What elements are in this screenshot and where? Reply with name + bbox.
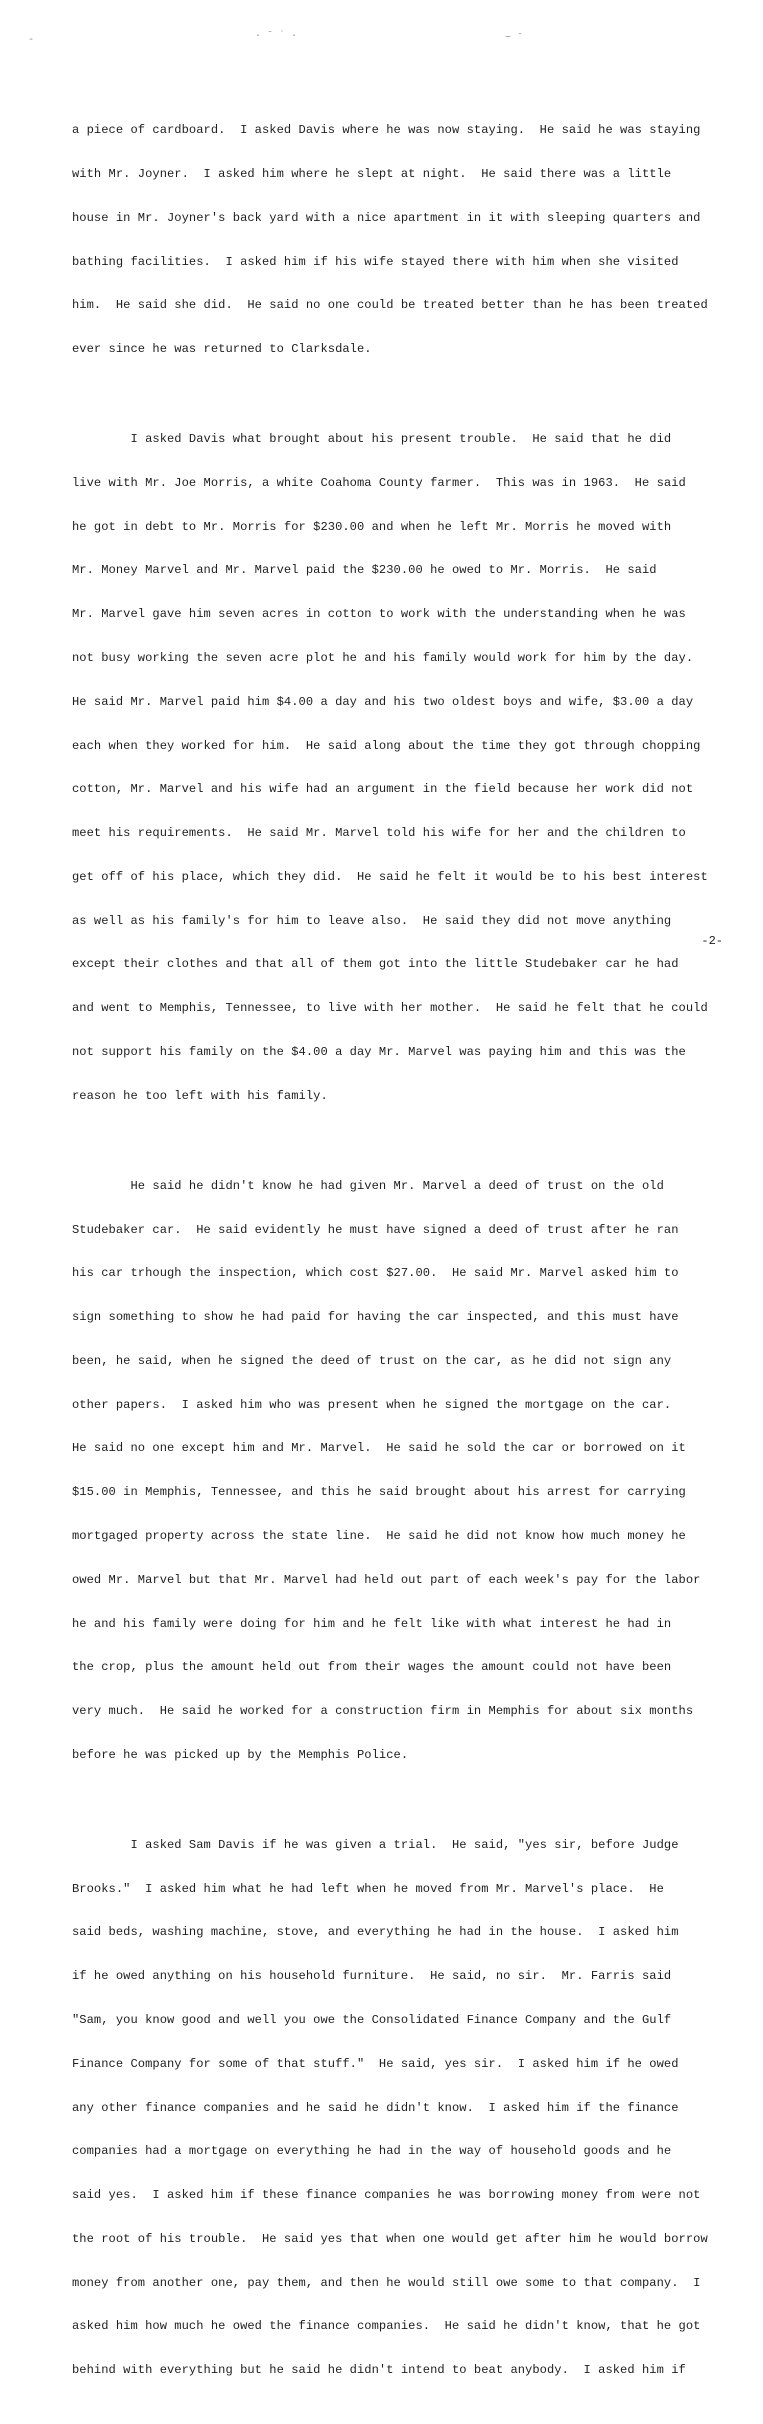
text-line: the root of his trouble. He said yes that when one would get after him he would borrow [72, 2231, 708, 2246]
text-line: house in Mr. Joyner's back yard with a nice apartment in it with sleeping quarters and [72, 210, 701, 225]
text-line: Studebaker car. He said evidently he must have signed a deed of trust after he ran [72, 1222, 679, 1237]
text-line: money from another one, pay them, and then he would still owe some to that company. I [72, 2275, 701, 2290]
text-line: "Sam, you know good and well you owe the Consolidated Finance Company and the Gulf [72, 2013, 672, 2027]
paragraph-4 [72, 1809, 732, 2407]
text-line: been, he said, when he signed the deed of trust on the car, as he did not sign any [72, 1353, 672, 1368]
paragraph-3 [72, 1150, 732, 1792]
text-line: Mr. Marvel gave him seven acres in cotton to work with the understanding when he was [72, 607, 686, 622]
text-line: a piece of cardboard. I asked Davis where he was now staying. He said he was staying [72, 123, 701, 138]
text-line: before he was picked up by the Memphis Police. [72, 1747, 409, 1762]
text-line: Finance Company for some of that stuff." He said, yes sir. I asked him if he owed [72, 2056, 679, 2071]
text-line: the crop, plus the amount held out from their wages the amount could not have been [72, 1660, 672, 1675]
text-line: asked him how much he owed the finance companies. He said he didn't know, that he got [72, 2319, 701, 2334]
text-line: reason he too left with his family. [72, 1088, 328, 1103]
text-line: very much. He said he worked for a construction firm in Memphis for about six months [72, 1704, 694, 1719]
text-line: bathing facilities. I asked him if his wife stayed there with him when she visited [72, 254, 679, 269]
text-line: he and his family were doing for him and he felt like with what interest he had in [72, 1616, 672, 1631]
text-line: other papers. I asked him who was present when he signed the mortgage on the car. [72, 1397, 672, 1412]
scan-mark-right: ~ ˉ [505, 33, 524, 44]
text-line: cotton, Mr. Marvel and his wife had an argument in the field because her work did not [72, 782, 694, 797]
text-line: $15.00 in Memphis, Tennessee, and this he said brought about his arrest for carrying [72, 1485, 686, 1500]
scan-marks [0, 30, 763, 50]
text-line: He said he didn't know he had given Mr. Marvel a deed of trust on the old [72, 1178, 664, 1193]
text-line: with Mr. Joyner. I asked him where he slept at night. He said there was a little [72, 166, 672, 181]
paragraph-1 [72, 94, 732, 386]
text-line: as well as his family's for him to leave also. He said they did not move anything [72, 913, 672, 928]
text-line: him. He said she did. He said no one could be treated better than he has been treated [72, 298, 708, 313]
text-line: ever since he was returned to Clarksdale. [72, 342, 372, 357]
text-line: each when they worked for him. He said along about the time they got through chopping [72, 738, 701, 753]
scan-mark-center: · ˉ ˙ · [255, 31, 298, 42]
text-line: He said Mr. Marvel paid him $4.00 a day and his two oldest boys and wife, $3.00 a day [72, 694, 694, 709]
text-line: except their clothes and that all of them got into the little Studebaker car he had [72, 957, 679, 972]
text-line: Mr. Money Marvel and Mr. Marvel paid the $230.00 he owed to Mr. Morris. He said [72, 563, 657, 578]
paragraph-2 [72, 403, 732, 1133]
text-line: get off of his place, which they did. He said he felt it would be to his best interest [72, 869, 708, 884]
document-body [72, 94, 732, 2424]
text-line: I asked Davis what brought about his present trouble. He said that he did [72, 432, 672, 447]
text-line: owed Mr. Marvel but that Mr. Marvel had held out part of each week's pay for the labor [72, 1572, 701, 1587]
text-line: live with Mr. Joe Morris, a white Coahoma County farmer. This was in 1963. He said [72, 475, 686, 490]
text-line: Brooks." I asked him what he had left when he moved from Mr. Marvel's place. He [72, 1881, 664, 1896]
page-number: -2- [701, 934, 723, 948]
text-line: said yes. I asked him if these finance companies he was borrowing money from were not [72, 2188, 701, 2203]
text-line: if he owed anything on his household furniture. He said, no sir. Mr. Farris said [72, 1969, 672, 1984]
text-line: not support his family on the $4.00 a day Mr. Marvel was paying him and this was the [72, 1045, 686, 1059]
text-line: I asked Sam Davis if he was given a trial. He said, "yes sir, before Judge [72, 1837, 679, 1852]
scan-mark-left: - [28, 35, 35, 46]
text-line: behind with everything but he said he didn't intend to beat anybody. I asked him if [72, 2363, 686, 2378]
text-line: his car trhough the inspection, which cost $27.00. He said Mr. Marvel asked him to [72, 1266, 679, 1281]
text-line: not busy working the seven acre plot he and his family would work for him by the day. [72, 650, 694, 665]
text-line: any other finance companies and he said he didn't know. I asked him if the finance [72, 2100, 679, 2115]
text-line: sign something to show he had paid for having the car inspected, and this must have [72, 1310, 679, 1325]
text-line: companies had a mortgage on everything he had in the way of household goods and he [72, 2144, 672, 2159]
text-line: said beds, washing machine, stove, and everything he had in the house. I asked him [72, 1925, 679, 1940]
text-line: mortgaged property across the state line. He said he did not know how much money he [72, 1529, 686, 1543]
text-line: and went to Memphis, Tennessee, to live with her mother. He said he felt that he could [72, 1001, 708, 1016]
text-line: He said no one except him and Mr. Marvel. He said he sold the car or borrowed on it [72, 1441, 686, 1456]
text-line: meet his requirements. He said Mr. Marvel told his wife for her and the children to [72, 826, 686, 841]
text-line: he got in debt to Mr. Morris for $230.00 and when he left Mr. Morris he moved with [72, 519, 672, 534]
